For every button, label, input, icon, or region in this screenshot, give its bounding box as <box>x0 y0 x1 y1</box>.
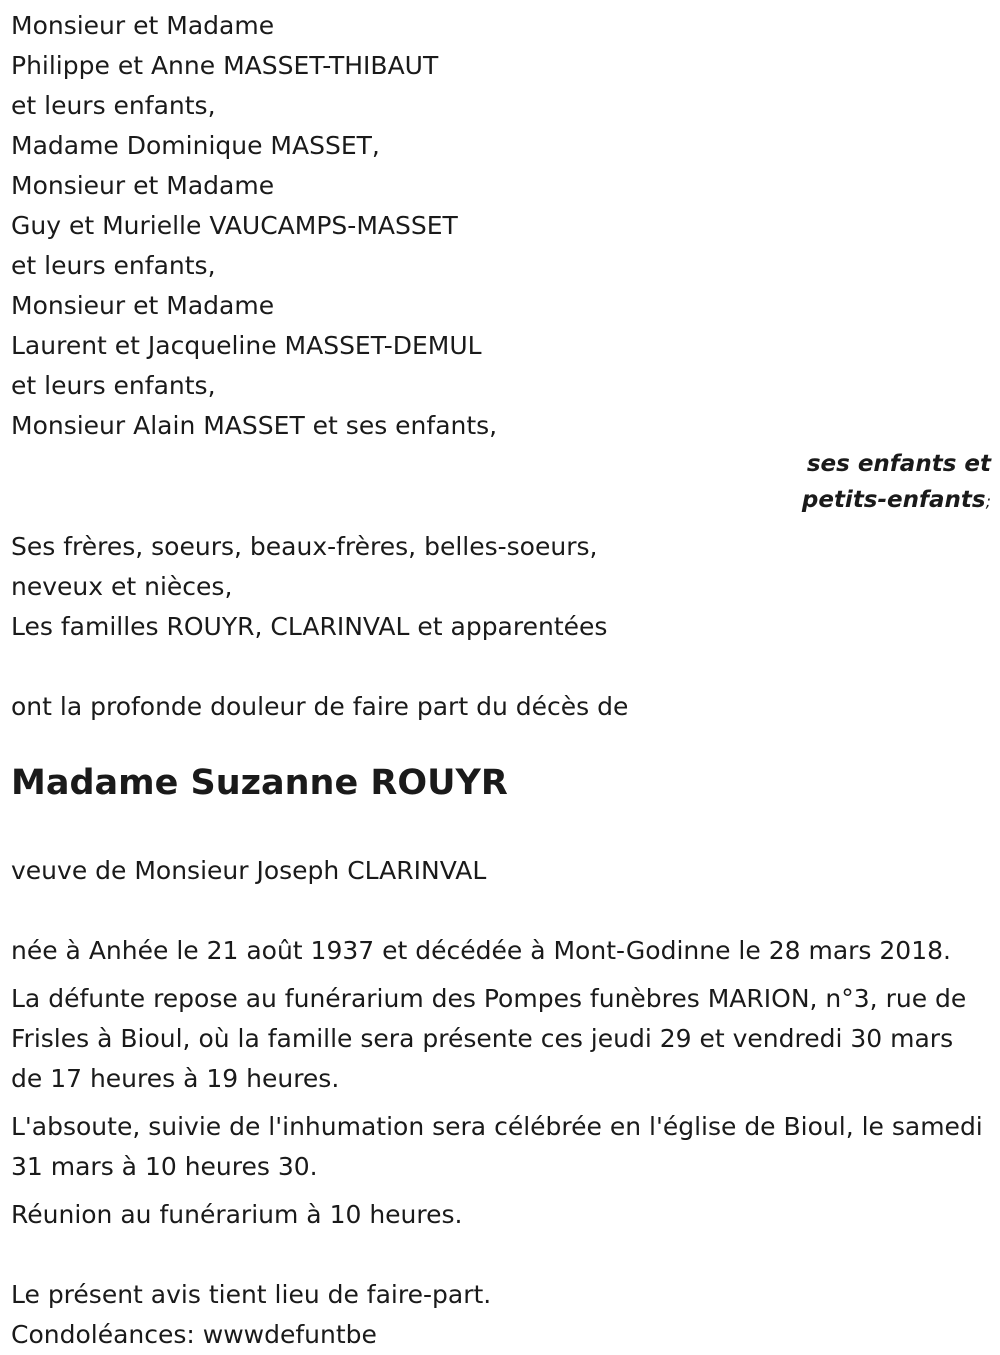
signature-children <box>11 446 991 520</box>
announcement-text: ont la profonde douleur de faire part du décès de <box>11 692 629 721</box>
signatory-line: Monsieur Alain MASSET et ses enfants, <box>11 411 498 440</box>
relatives-line: Les familles ROUYR, CLARINVAL et apparentées <box>11 612 608 641</box>
reunion-paragraph: Réunion au funérarium à 10 heures. <box>11 1200 463 1229</box>
signatory-line: et leurs enfants, <box>11 91 216 120</box>
signatory-line: et leurs enfants, <box>11 251 216 280</box>
relatives-line: Ses frères, soeurs, beaux-frères, belles-soeurs, <box>11 532 598 561</box>
deceased-name: Madame Suzanne ROUYR <box>11 763 508 803</box>
birth-death-dates: née à Anhée le 21 août 1937 et décédée à Mont-Godinne le 28 mars 2018. <box>11 936 951 965</box>
funeral-home-paragraph: La défunte repose au funérarium des Pompes funèbres MARION, n°3, rue de Frisles à Bioul, où la famille sera présente ces jeudi 29 et vendredi 30 mars de 17 heures à 19 heures. <box>11 984 967 1093</box>
widow-of-text: veuve de Monsieur Joseph CLARINVAL <box>11 856 487 885</box>
signatory-line: Philippe et Anne MASSET-THIBAUT <box>11 51 439 80</box>
signatories-list <box>11 6 991 446</box>
signatory-line: Madame Dominique MASSET, <box>11 131 380 160</box>
closing-line: Le présent avis tient lieu de faire-part. <box>11 1280 492 1309</box>
signature-line-1: ses enfants et <box>806 451 991 477</box>
signature-line-2 <box>11 482 991 520</box>
ceremony-paragraph: L'absoute, suivie de l'inhumation sera célébrée en l'église de Bioul, le samedi 31 mars à 10 heures 30. <box>11 1112 983 1181</box>
signatory-line: et leurs enfants, <box>11 371 216 400</box>
signatory-line: Laurent et Jacqueline MASSET-DEMUL <box>11 331 482 360</box>
death-notice <box>11 6 991 1355</box>
relatives-list <box>11 527 991 647</box>
signatory-line: Guy et Murielle VAUCAMPS-MASSET <box>11 211 458 240</box>
signature-punctuation: ; <box>985 492 991 511</box>
relatives-line: neveux et nièces, <box>11 572 233 601</box>
signatory-line: Monsieur et Madame <box>11 291 275 320</box>
signatory-line: Monsieur et Madame <box>11 11 275 40</box>
condolences-line: Condoléances: wwwdefuntbe <box>11 1320 377 1349</box>
signatory-line: Monsieur et Madame <box>11 171 275 200</box>
closing-block <box>11 1275 991 1355</box>
signature-line-2-text: petits-enfants <box>801 487 986 513</box>
